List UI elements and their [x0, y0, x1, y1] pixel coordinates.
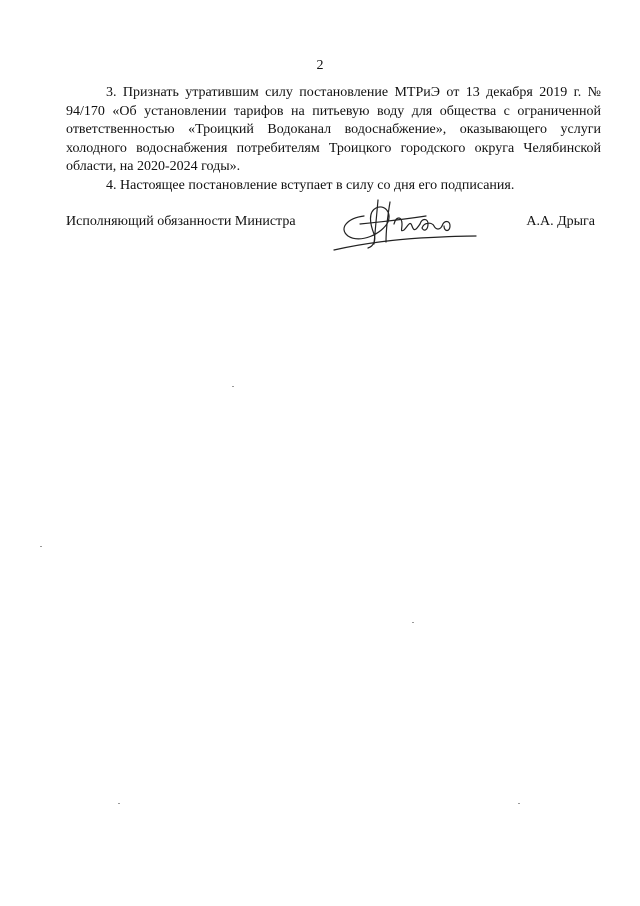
handwritten-signature — [330, 194, 480, 254]
scan-speck — [518, 803, 520, 804]
signatory-title: Исполняющий обязанности Министра — [66, 214, 296, 229]
page-number: 2 — [316, 58, 324, 73]
scan-speck — [40, 546, 42, 547]
scan-speck — [412, 622, 414, 623]
paragraph-3: 3. Признать утратившим силу постановление МТРиЭ от 13 декабря 2019 г. № 94/170 «Об установлении тарифов на питьевую воду для общества с ограниченной ответственностью «Троицкий Водоканал водоснабжение», оказывающего услуги холодного водоснабжения потребителям Троицкого городского округа Челябинской области, на 2020-2024 годы». — [66, 85, 601, 174]
scan-speck — [232, 386, 234, 387]
document-body — [66, 84, 601, 195]
scan-speck — [118, 803, 120, 804]
signatory-name: А.А. Дрыга — [526, 214, 595, 229]
paragraph-4: 4. Настоящее постановление вступает в силу со дня его подписания. — [106, 177, 515, 193]
